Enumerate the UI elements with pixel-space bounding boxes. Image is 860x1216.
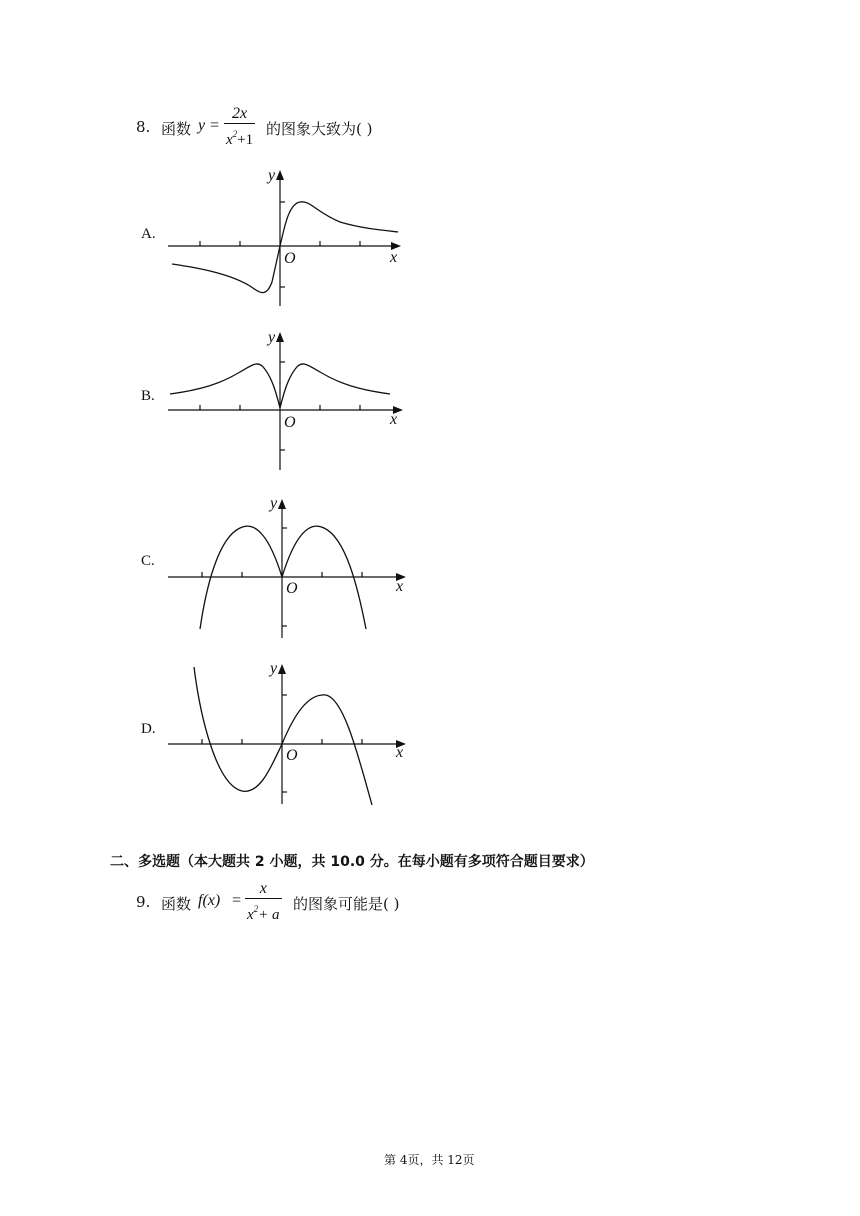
graph-a bbox=[160, 160, 420, 315]
graph-c-y-arrow bbox=[278, 499, 286, 509]
q9-number: 9. bbox=[136, 893, 151, 911]
q9-equals: = bbox=[232, 892, 242, 909]
graph-d bbox=[160, 655, 420, 810]
graph-d-y-label: y bbox=[270, 660, 278, 677]
q8-tail-text: 的图象大致为( ) bbox=[266, 120, 373, 138]
graph-d-y-arrow bbox=[278, 664, 286, 674]
section-2-title: 二、多选题（本大题共 2 小题，共 10.0 分。在每小题有多项符合题目要求） bbox=[110, 854, 594, 870]
graph-d-curve bbox=[194, 667, 372, 805]
graph-b-x-label: x bbox=[390, 411, 398, 428]
option-c-label: C. bbox=[141, 553, 155, 569]
graph-a-x-label: x bbox=[390, 249, 398, 266]
option-b-label: B. bbox=[141, 388, 155, 404]
q8-numerator: 2x bbox=[232, 105, 248, 122]
graph-b-curve-right bbox=[280, 364, 390, 408]
q8-lead-text: 函数 bbox=[161, 120, 192, 138]
q8-equals: = bbox=[210, 117, 220, 134]
q8-denominator: $x^2+1$ bbox=[224, 123, 255, 149]
graph-b-origin-label: O bbox=[284, 414, 296, 431]
graph-a-y-arrow bbox=[276, 170, 284, 180]
graph-c-x-label: x bbox=[396, 578, 404, 595]
graph-d-origin-label: O bbox=[286, 747, 298, 764]
graph-c bbox=[160, 488, 420, 643]
graph-b-y-label: y bbox=[268, 329, 276, 346]
graph-b bbox=[160, 322, 420, 477]
q8-fraction bbox=[224, 105, 255, 149]
q8-y-var: y bbox=[198, 117, 206, 134]
option-d-label: D. bbox=[141, 721, 156, 737]
q9-fraction bbox=[245, 880, 282, 924]
page-footer: 第 4页，共 12页 bbox=[384, 1153, 475, 1167]
graph-c-y-label: y bbox=[270, 495, 278, 512]
q9-lead-text: 函数 bbox=[161, 895, 192, 913]
q9-denominator: $x^2+ a$ bbox=[245, 898, 282, 924]
graph-a-origin-label: O bbox=[284, 250, 296, 267]
graph-b-curve-left bbox=[170, 364, 280, 408]
q8-number: 8. bbox=[136, 118, 151, 136]
q9-tail-text: 的图象可能是( ) bbox=[293, 895, 400, 913]
option-a-label: A. bbox=[141, 226, 156, 242]
q9-fx: f(x) bbox=[198, 892, 221, 909]
graph-a-y-label: y bbox=[268, 167, 276, 184]
graph-d-x-label: x bbox=[396, 744, 404, 761]
graph-a-curve bbox=[172, 202, 398, 293]
q9-numerator: x bbox=[259, 880, 267, 897]
graph-c-origin-label: O bbox=[286, 580, 298, 597]
graph-b-y-arrow bbox=[276, 332, 284, 342]
